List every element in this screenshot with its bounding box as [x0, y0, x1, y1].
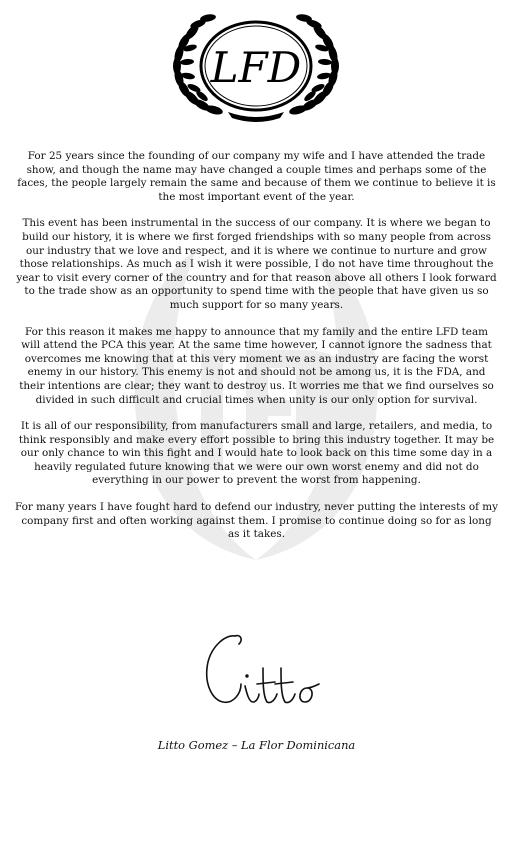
letter-body — [14, 150, 499, 556]
paragraph: For many years I have fought hard to defend our industry, never putting the interests of my company first and often working against them. I promise to continue doing so for as long as it takes. — [14, 501, 499, 541]
paragraph: This event has been instrumental in the success of our company. It is where we began to build our history, it is where we first forged friendships with so many people from across our industry that we love and respect, and it is where we continue to nurture and grow those relationships. As much as I wish it were possible, I do not have time throughout the year to visit every corner of the country and for that reason above all others I look forward to the trade show as an opportunity to spend time with the people that have given us so much support for so many years. — [16, 217, 497, 311]
paragraph: For 25 years since the founding of our company my wife and I have attended the trade show, and though the name may have changed a couple times and perhaps some of the faces, the people largely remain the same and because of them we continue to believe it is the most important event of the year. — [17, 150, 496, 203]
paragraph: It is all of our responsibility, from manufacturers small and large, retailers, and media, to think responsibly and make every effort possible to bring this industry together. It may be our only chance to win this fight and I would hate to look back on this time some day in a heavily regulated future knowing that we were our own worst enemy and did not do everything in our power to prevent the worst from happening. — [18, 420, 495, 487]
signature-caption: Litto Gomez – La Flor Dominicana — [157, 738, 356, 752]
lfd-laurel-logo — [168, 8, 344, 124]
lfd-monogram: LFD — [210, 43, 302, 92]
paragraph: For this reason it makes me happy to announce that my family and the entire LFD team will attend the PCA this year. At the same time however, I cannot ignore the sadness that overcomes me knowing that at this very moment we as an industry are facing the worst enemy in our history. This enemy is not and should not be among us, it is the FDA, and their intentions are clear; they want to destroy us. It worries me that we find ourselves so divided in such difficult and crucial times when unity is our only option for survival. — [19, 325, 494, 406]
handwritten-signature — [195, 628, 330, 718]
